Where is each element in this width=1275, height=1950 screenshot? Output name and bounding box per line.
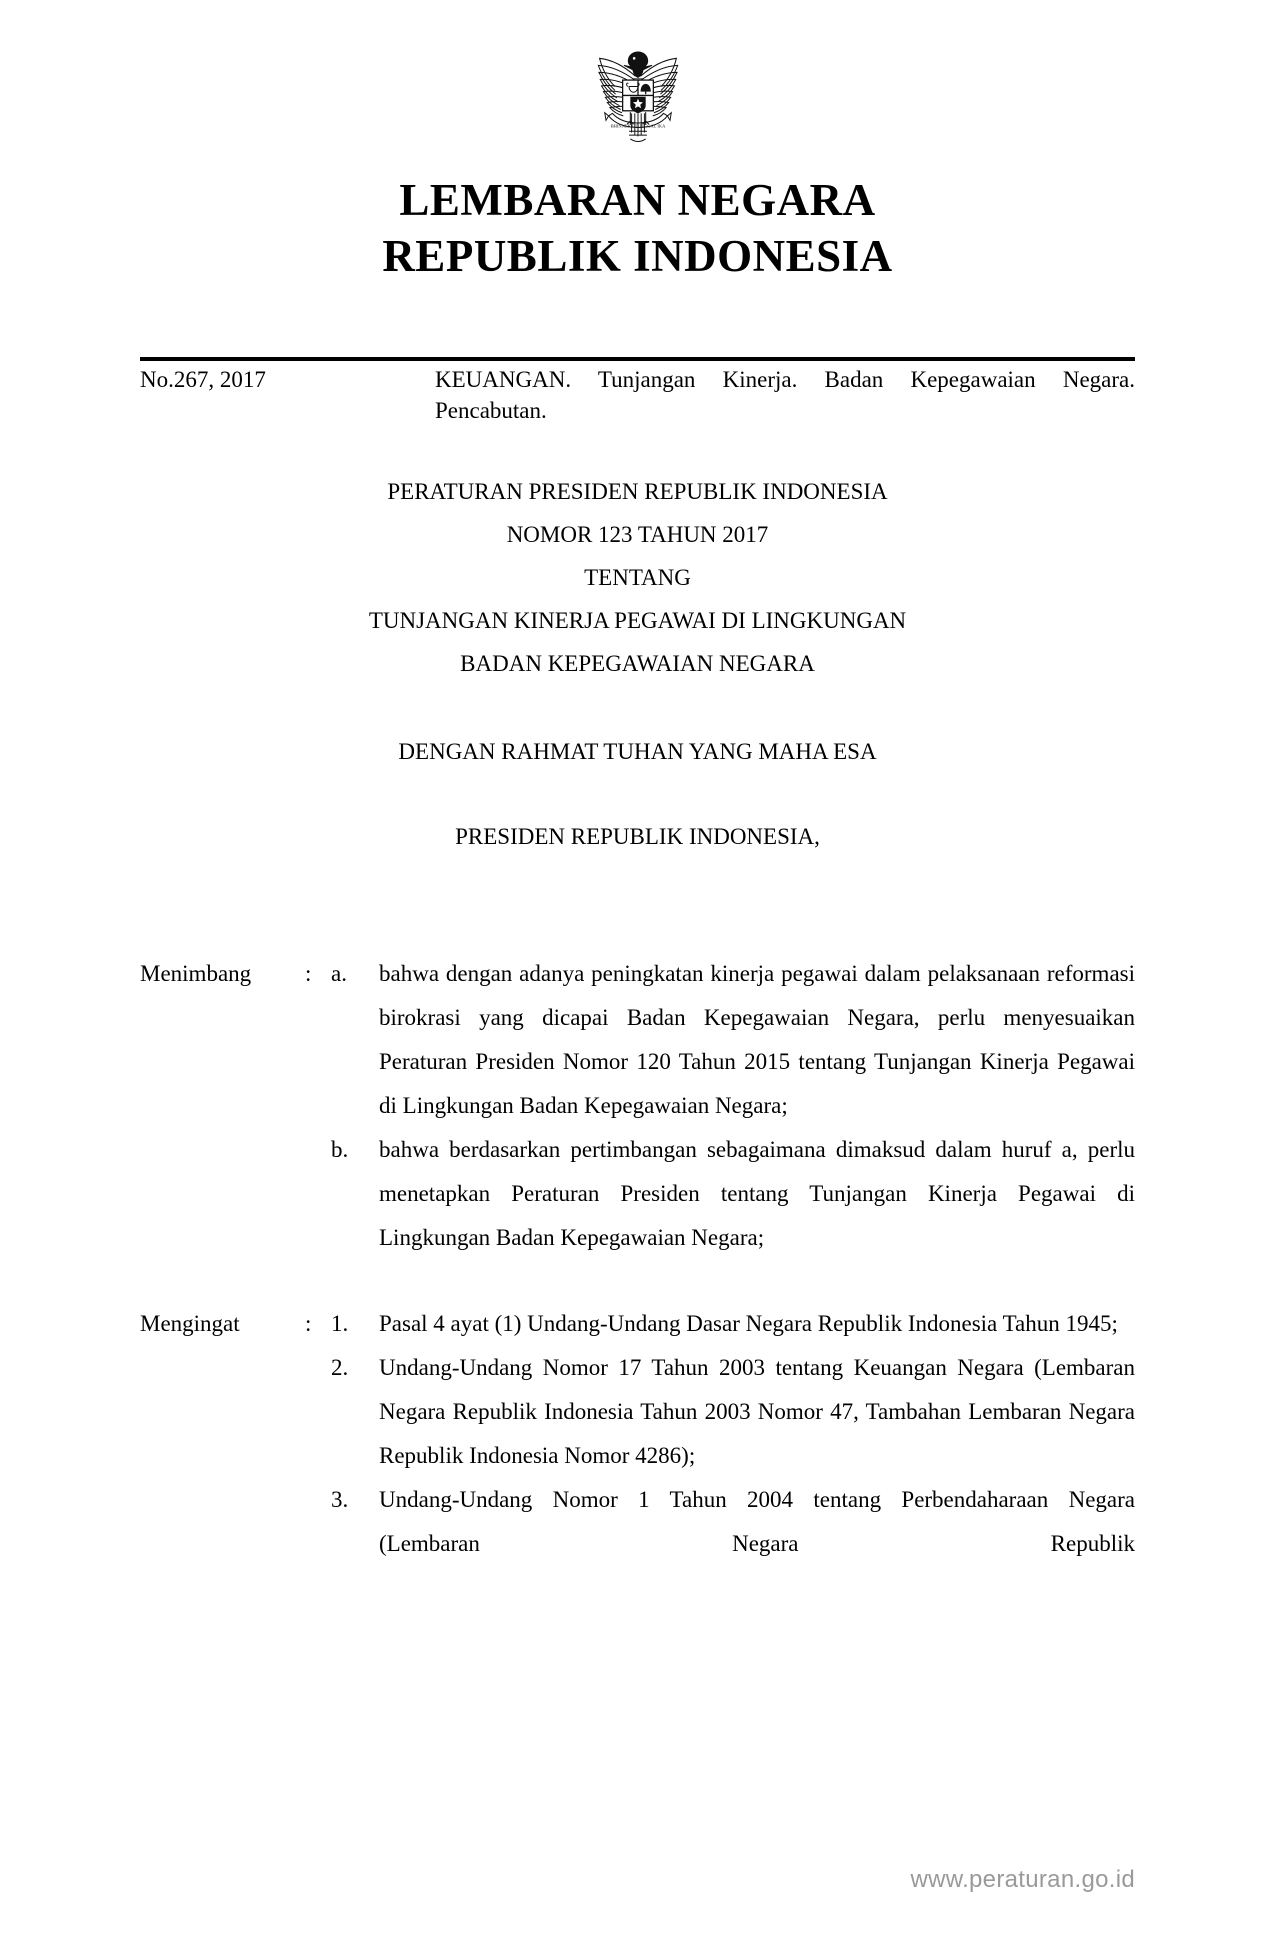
garuda-pancasila-emblem [573,34,703,162]
enactment-spacer [140,773,1135,815]
gazette-meta [140,364,1135,426]
title-line-number: NOMOR 123 TAHUN 2017 [506,522,769,547]
legal-basis-label: Mengingat [140,1311,240,1336]
considerations-colon: : [305,961,312,986]
legal-basis-marker-3: 3. [331,1487,349,1512]
list-item [331,952,1135,1128]
list-item [331,1478,1135,1566]
masthead-line-1: LEMBARAN NEGARA [399,175,876,225]
legal-basis-marker-1: 1. [331,1311,349,1336]
title-line-subject-1: TUNJANGAN KINERJA PEGAWAI DI LINGKUNGAN [368,608,907,633]
legal-basis-colon: : [305,1311,312,1336]
gazette-subject: KEUANGAN. Tunjangan Kinerja. Badan Kepegawaian Negara. Pencabutan. [435,367,1135,423]
considerations-label: Menimbang [140,961,252,986]
legal-basis-section [140,1302,1135,1566]
masthead [0,34,1275,284]
considerations-section [140,952,1135,1260]
masthead-title [0,172,1275,284]
list-item [331,1128,1135,1260]
list-item [331,1346,1135,1478]
footer-watermark: www.peraturan.go.id [910,1866,1135,1893]
legal-basis-marker-2: 2. [331,1355,349,1380]
enactment-block [140,730,1135,858]
legal-basis-items [331,1302,1135,1566]
considerations-items [331,952,1135,1260]
regulation-title-block [140,470,1135,685]
considerations-marker-b: b. [331,1137,349,1162]
list-item [331,1302,1135,1346]
clause-container [140,952,1135,1566]
enactment-authority: PRESIDEN REPUBLIK INDONESIA, [455,824,820,849]
legal-basis-text-3: Undang-Undang Nomor 1 Tahun 2004 tentang Perbendaharaan Negara (Lembaran Negara Republik [379,1487,1135,1556]
gazette-number: No.267, 2017 [140,367,266,392]
title-line-tentang: TENTANG [584,565,691,590]
considerations-text-a: bahwa dengan adanya peningkatan kinerja pegawai dalam pelaksanaan reformasi birokrasi yang dicapai Badan Kepegawaian Negara, perlu menyesuaikan Peraturan Presiden Nomor 120 Tahun 2015 tentang Tunjangan Kinerja Pegawai di Lingkungan Badan Kepegawaian Negara; [379,961,1135,1118]
legal-basis-text-1: Pasal 4 ayat (1) Undang-Undang Dasar Negara Republik Indonesia Tahun 1945; [379,1311,1118,1336]
title-line-authority: PERATURAN PRESIDEN REPUBLIK INDONESIA [387,479,888,504]
masthead-line-2: REPUBLIK INDONESIA [382,231,893,281]
considerations-marker-a: a. [331,961,347,986]
legal-basis-text-2: Undang-Undang Nomor 17 Tahun 2003 tentang Keuangan Negara (Lembaran Negara Republik Indonesia Tahun 2003 Nomor 47, Tambahan Lembaran Negara Republik Indonesia Nomor 4286); [379,1355,1135,1468]
masthead-divider [140,357,1135,361]
considerations-text-b: bahwa berdasarkan pertimbangan sebagaimana dimaksud dalam huruf a, perlu menetapkan Peraturan Presiden tentang Tunjangan Kinerja Pegawai di Lingkungan Badan Kepegawaian Negara; [379,1137,1135,1250]
svg-text:BHINNEKA TUNGGAL IKA: BHINNEKA TUNGGAL IKA [610,123,665,129]
enactment-blessing: DENGAN RAHMAT TUHAN YANG MAHA ESA [398,739,877,764]
title-line-subject-2: BADAN KEPEGAWAIAN NEGARA [460,651,815,676]
